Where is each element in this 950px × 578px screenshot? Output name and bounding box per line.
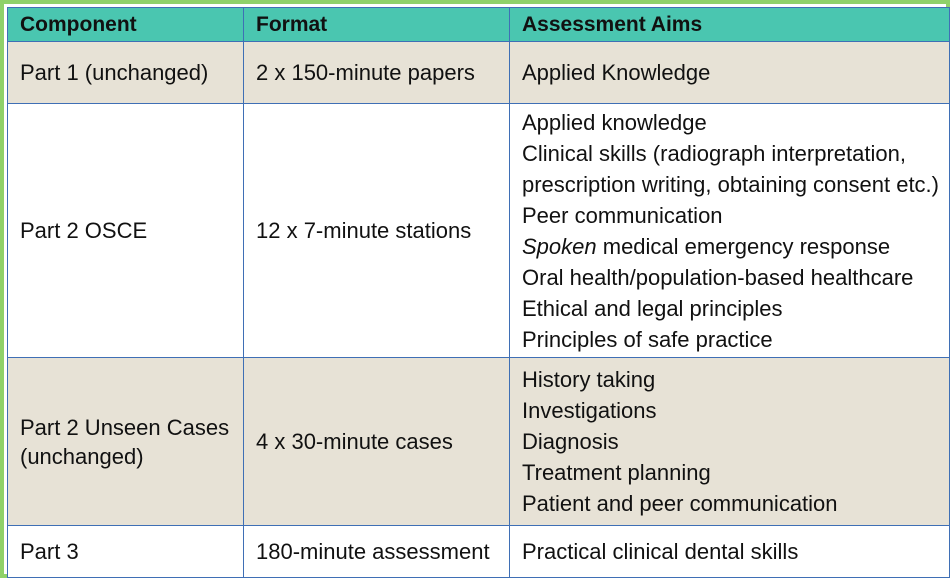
table-row-part-1 [8, 42, 950, 104]
table-row-part-3 [8, 526, 950, 578]
aim-item: Patient and peer communication [522, 491, 838, 516]
aim-item: Applied knowledge [522, 109, 707, 135]
header-component: Component [8, 8, 244, 42]
component-label: Part 2 Unseen Cases [20, 414, 230, 440]
aim-item: Diagnosis [522, 429, 619, 454]
component-label: Part 1 (unchanged) [20, 60, 209, 85]
cell-aims [510, 104, 950, 358]
cell-aims [510, 42, 950, 104]
header-assessment-aims: Assessment Aims [510, 8, 950, 42]
cell-component [8, 358, 244, 526]
aim-emphasis: Spoken [522, 233, 597, 259]
component-label: Part 3 [20, 539, 79, 564]
table-row-part-2-osce [8, 104, 950, 358]
component-label: (unchanged) [20, 443, 144, 469]
aim-item: Principles of safe practice [522, 326, 773, 352]
aim-item: Peer communication [522, 202, 723, 228]
aim-item: Oral health/population-based healthcare [522, 264, 914, 290]
table-header-row [8, 8, 950, 42]
cell-format: 12 x 7-minute stations [244, 104, 510, 358]
assessment-table [7, 7, 950, 578]
aim-item [522, 231, 949, 262]
aim-text: medical emergency response [596, 233, 891, 259]
aim-item: Investigations [522, 398, 657, 423]
cell-component [8, 42, 244, 104]
aim-item: Treatment planning [522, 460, 711, 485]
cell-format: 180-minute assessment [244, 526, 510, 578]
aim-item: History taking [522, 367, 656, 392]
cell-format: 4 x 30-minute cases [244, 358, 510, 526]
aim-item: Practical clinical dental skills [522, 539, 799, 564]
cell-component [8, 104, 244, 358]
aim-item: Clinical skills (radiograph interpretation, [522, 140, 906, 166]
cell-aims [510, 526, 950, 578]
cell-component [8, 526, 244, 578]
aim-item: Applied Knowledge [522, 60, 711, 85]
header-format: Format [244, 8, 510, 42]
cell-format: 2 x 150-minute papers [244, 42, 510, 104]
component-label: Part 2 OSCE [20, 218, 148, 243]
table-row-part-2-unseen [8, 358, 950, 526]
aim-item: Ethical and legal principles [522, 295, 783, 321]
aim-item: prescription writing, obtaining consent etc.) [522, 171, 939, 197]
cell-aims [510, 358, 950, 526]
